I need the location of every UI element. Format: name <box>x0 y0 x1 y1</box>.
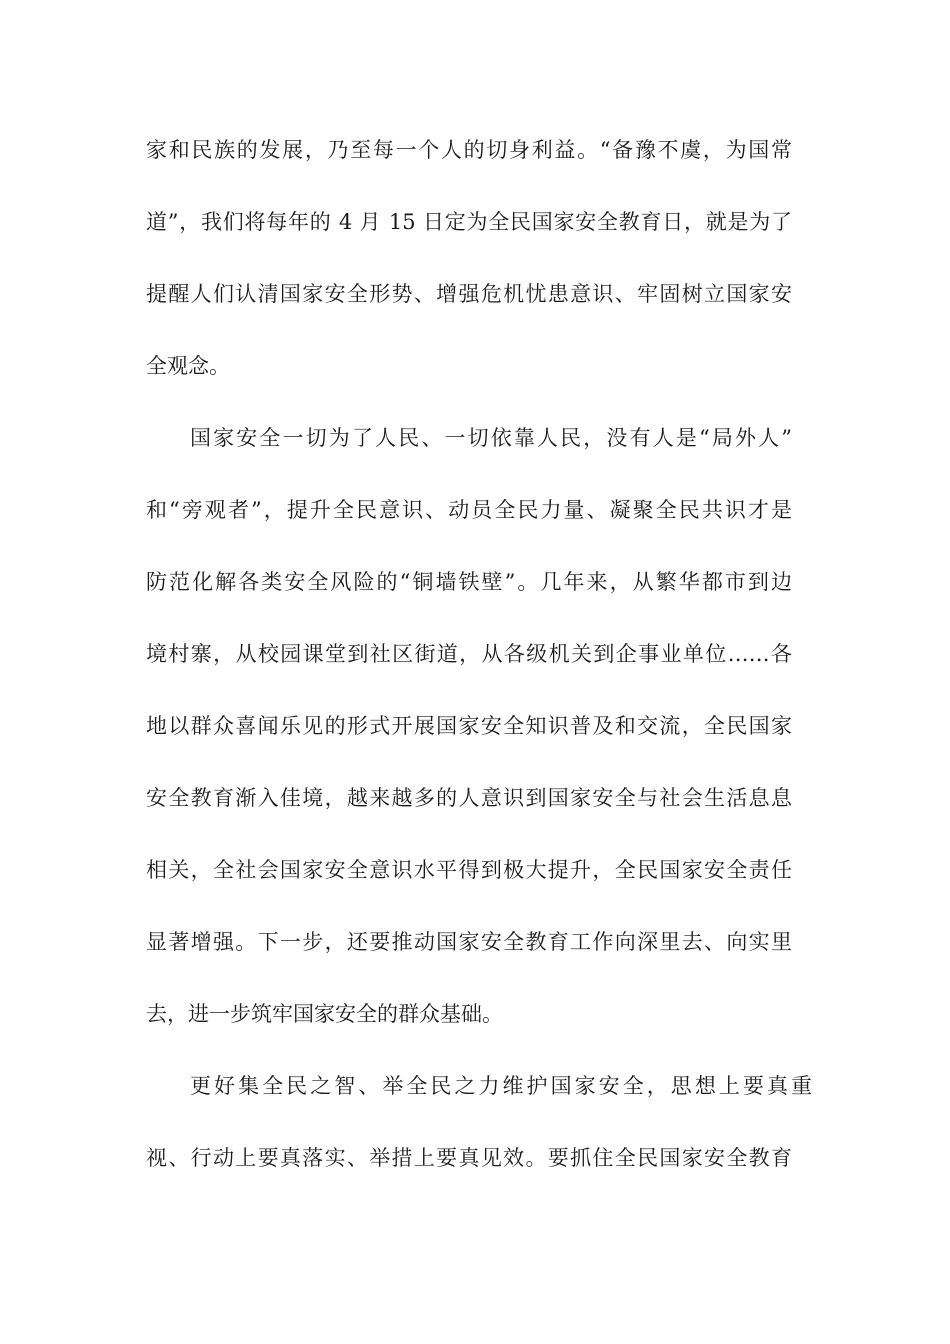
text-line: 安全教育渐入佳境，越来越多的人意识到国家安全与社会生活息息 <box>146 786 792 810</box>
text-line: 防范化解各类安全风险的“铜墙铁壁”。几年来，从繁华都市到边 <box>146 570 792 594</box>
body-text <box>146 128 812 1208</box>
text-line: 显著增强。下一步，还要推动国家安全教育工作向深里去、向实里 <box>146 930 792 954</box>
text-line: 去，进一步筑牢国家安全的群众基础。 <box>146 1002 503 1026</box>
text-line: 视、行动上要真落实、举措上要真见效。要抓住全民国家安全教育 <box>146 1146 792 1170</box>
text-line: 相关，全社会国家安全意识水平得到极大提升，全民国家安全责任 <box>146 858 792 882</box>
text-line: 境村寨，从校园课堂到社区街道，从各级机关到企事业单位……各 <box>146 642 792 666</box>
paragraph-start-line: 国家安全一切为了人民、一切依靠人民，没有人是“局外人” <box>190 426 792 450</box>
text-line: 家和民族的发展，乃至每一个人的切身利益。“备豫不虞，为国常 <box>146 138 792 162</box>
text-line: 和“旁观者”，提升全民意识、动员全民力量、凝聚全民共识才是 <box>146 498 792 522</box>
text-line: 道”，我们将每年的 4 月 15 日定为全民国家安全教育日，就是为了 <box>146 210 792 234</box>
paragraph-start-line: 更好集全民之智、举全民之力维护国家安全，思想上要真重 <box>190 1074 812 1098</box>
text-line: 提醒人们认清国家安全形势、增强危机忧患意识、牢固树立国家安 <box>146 282 792 306</box>
text-line: 全观念。 <box>146 354 230 378</box>
text-line: 地以群众喜闻乐见的形式开展国家安全知识普及和交流，全民国家 <box>146 714 792 738</box>
